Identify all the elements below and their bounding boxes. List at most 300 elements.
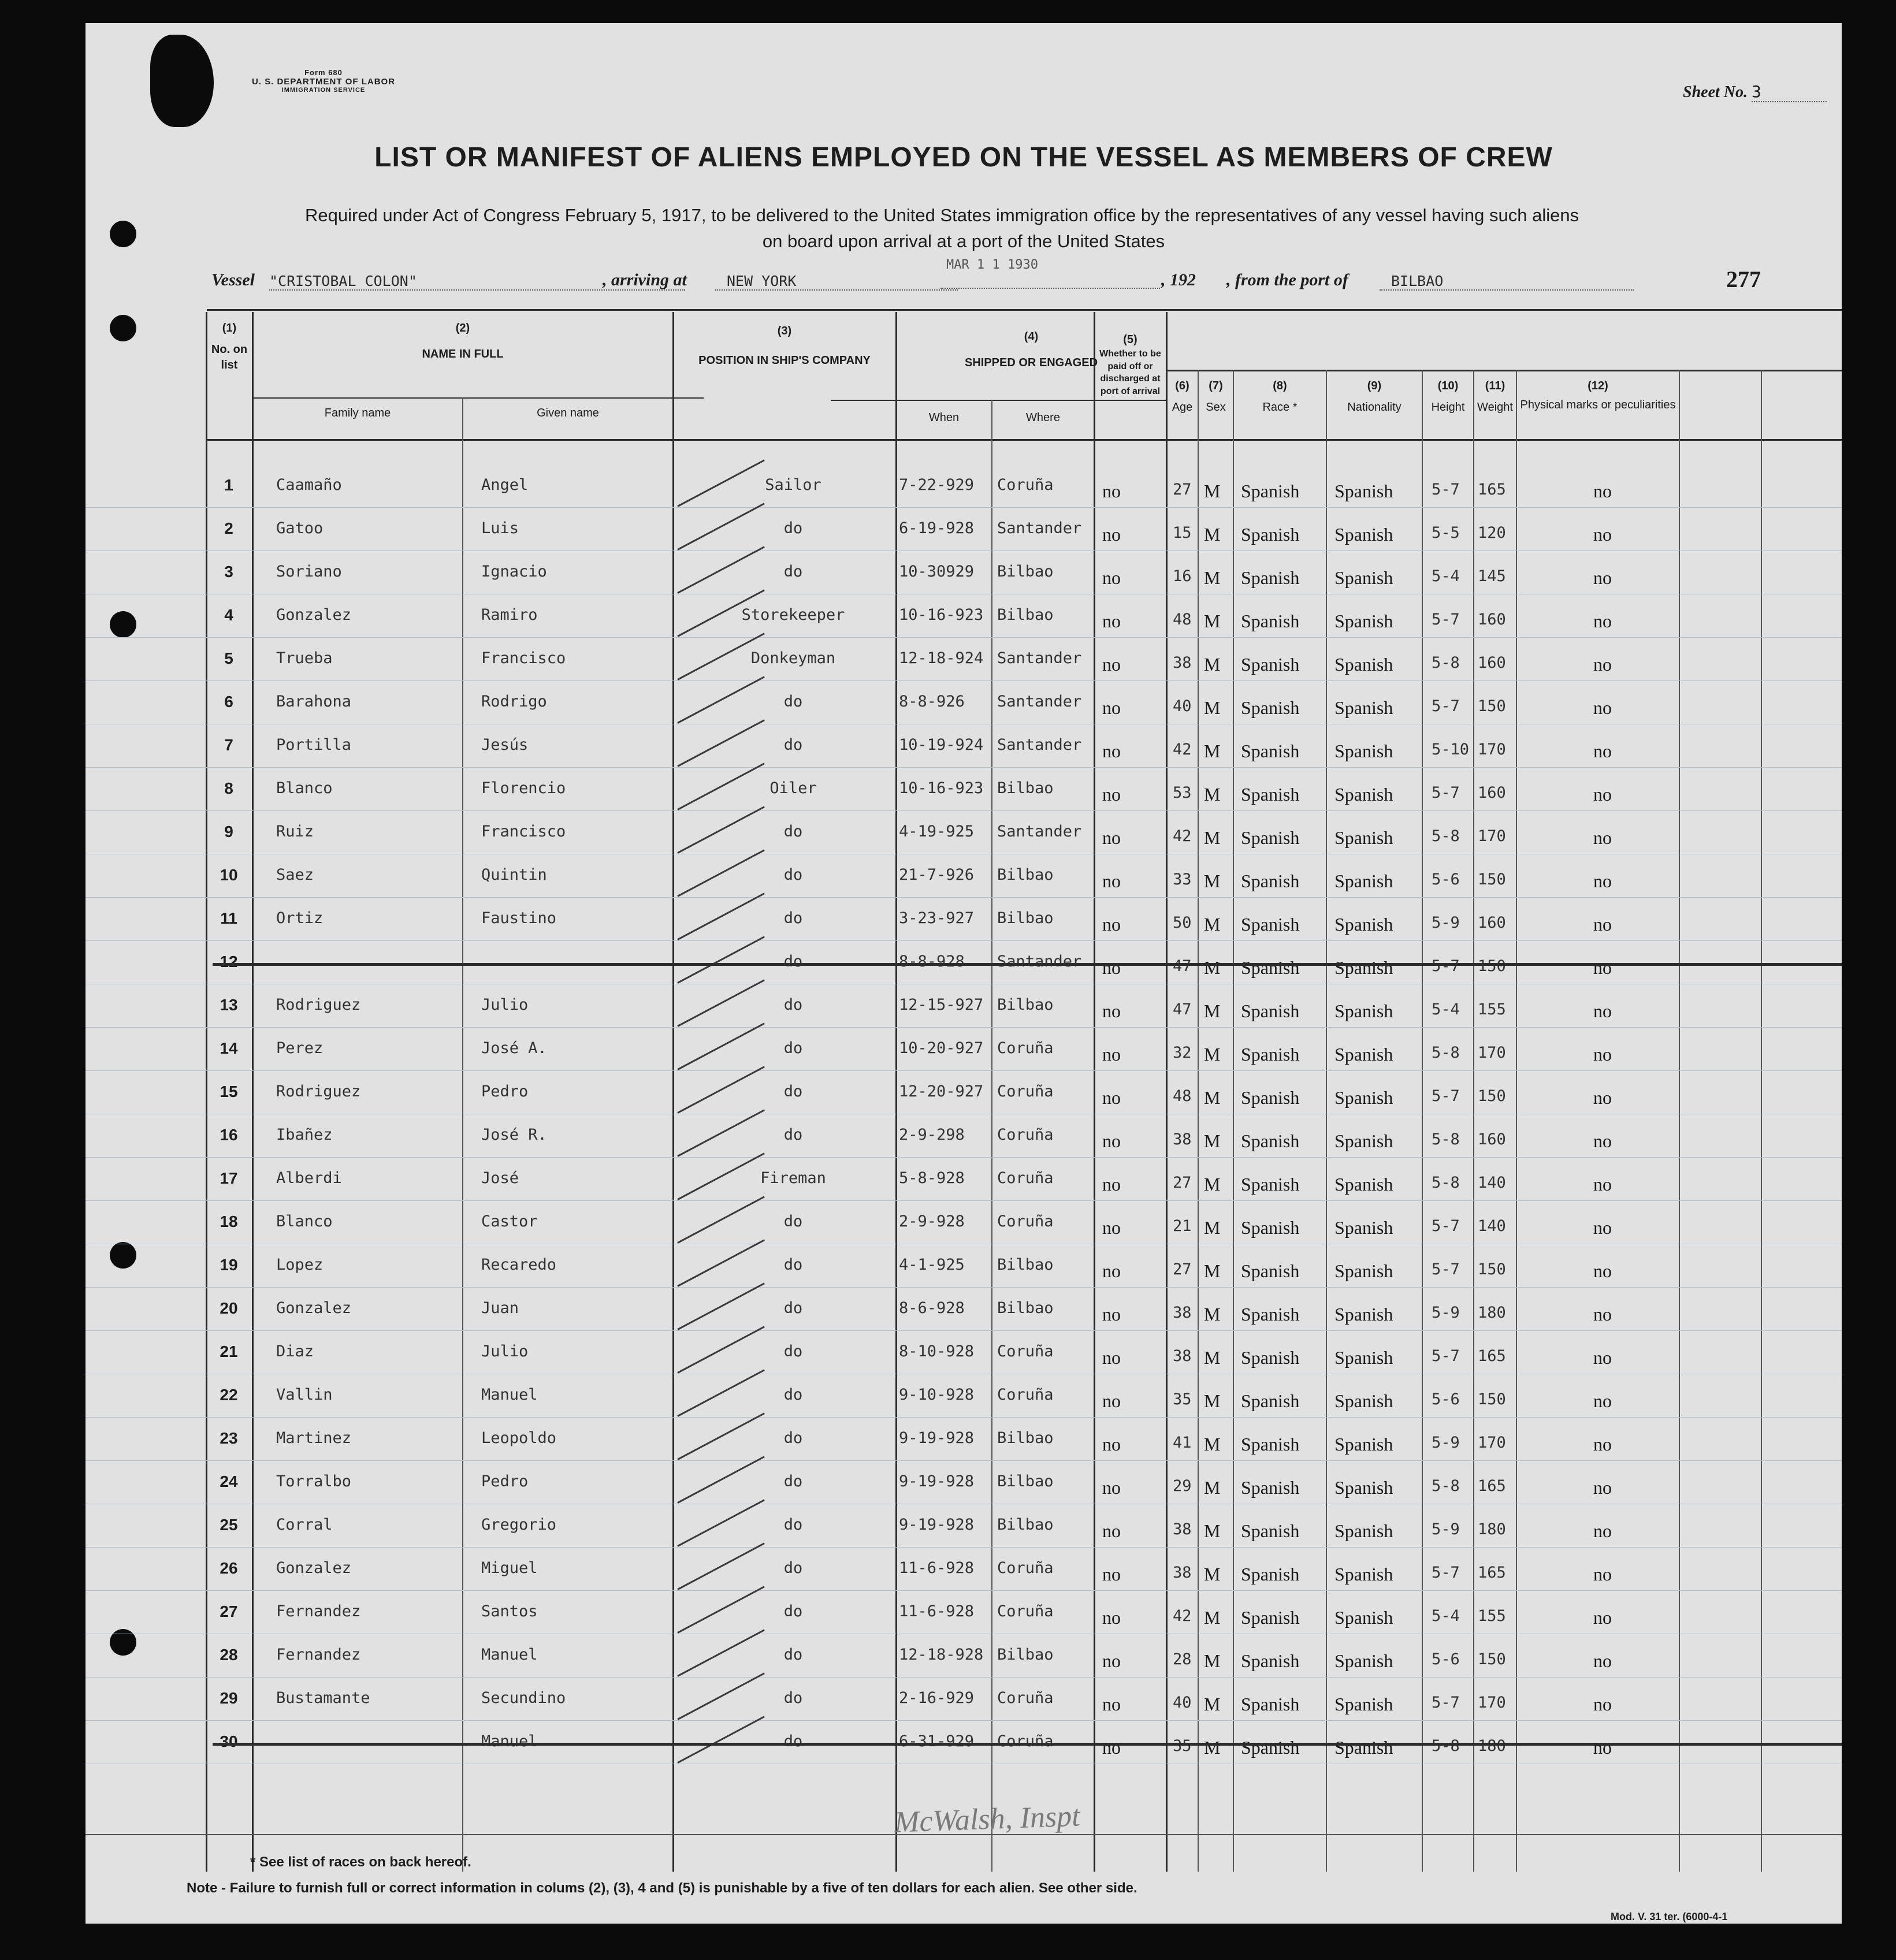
- cell-family: Ortiz: [276, 909, 324, 927]
- cell-marks: no: [1593, 914, 1612, 935]
- cell-family: Rodriguez: [276, 1083, 361, 1100]
- cell-height: 5-6: [1432, 1650, 1460, 1668]
- cell-given: Luis: [481, 519, 519, 537]
- cell-sex: M: [1204, 1044, 1221, 1065]
- cell-sex: M: [1204, 481, 1221, 501]
- row-rule: [85, 1417, 1842, 1418]
- cell-sex: M: [1204, 741, 1221, 761]
- cell-race: Spanish: [1241, 1737, 1300, 1758]
- cell-marks: no: [1593, 1477, 1612, 1498]
- punch-hole: [110, 1242, 136, 1269]
- cell-paid: no: [1102, 1260, 1121, 1281]
- cell-no: 4: [224, 606, 233, 624]
- cell-race: Spanish: [1241, 1174, 1300, 1195]
- cell-family: Blanco: [276, 779, 333, 797]
- cell-age: 27: [1173, 481, 1192, 499]
- cell-when: 9-19-928: [899, 1516, 975, 1534]
- cell-paid: no: [1102, 1347, 1121, 1368]
- cell-position: do: [783, 519, 803, 537]
- cell-race: Spanish: [1241, 654, 1300, 675]
- cell-weight: 165: [1478, 1564, 1506, 1582]
- cell-weight: 180: [1478, 1737, 1506, 1755]
- cell-position: do: [783, 1472, 803, 1490]
- cell-paid: no: [1102, 611, 1121, 631]
- cell-position: do: [783, 1386, 803, 1404]
- cell-position: Donkeyman: [750, 649, 836, 667]
- cell-weight: 160: [1478, 611, 1506, 628]
- row-rule: [85, 507, 1842, 508]
- cell-nationality: Spanish: [1334, 567, 1393, 588]
- header-when: When: [928, 411, 960, 424]
- cell-where: Santander: [997, 649, 1082, 667]
- table-top-border: [207, 309, 1842, 311]
- cell-given: Manuel: [481, 1646, 538, 1664]
- cell-weight: 140: [1478, 1174, 1506, 1192]
- cell-where: Santander: [997, 736, 1082, 754]
- cell-when: 12-20-927: [899, 1083, 984, 1100]
- cell-weight: 150: [1478, 1650, 1506, 1668]
- cell-given: Leopoldo: [481, 1429, 557, 1447]
- cell-nationality: Spanish: [1334, 1260, 1393, 1281]
- cell-family: Perez: [276, 1039, 324, 1057]
- cell-no: 20: [220, 1299, 238, 1317]
- col-rule: [1422, 370, 1423, 1872]
- sheet-value: 3: [1752, 82, 1827, 102]
- cell-nationality: Spanish: [1334, 1217, 1393, 1238]
- department-name: U. S. DEPARTMENT OF LABOR: [251, 77, 396, 87]
- cell-age: 35: [1173, 1737, 1192, 1755]
- cell-paid: no: [1102, 1694, 1121, 1714]
- cell-sex: M: [1204, 1260, 1221, 1281]
- cell-marks: no: [1593, 1044, 1612, 1065]
- cell-race: Spanish: [1241, 1304, 1300, 1325]
- col-rule: [1473, 370, 1474, 1872]
- cell-no: 11: [220, 909, 237, 927]
- cell-paid: no: [1102, 1737, 1121, 1758]
- cell-age: 40: [1173, 1694, 1192, 1712]
- header-given-name: Given name: [537, 407, 599, 419]
- cell-where: Coruña: [997, 1213, 1054, 1230]
- cell-paid: no: [1102, 741, 1121, 761]
- document-title: LIST OR MANIFEST OF ALIENS EMPLOYED ON THE VESSEL AS MEMBERS OF CREW: [374, 142, 1553, 173]
- cell-height: 5-7: [1432, 784, 1460, 802]
- cell-given: José: [481, 1169, 519, 1187]
- row-rule: [85, 1677, 1842, 1678]
- header-col-1-number: (1): [222, 322, 237, 334]
- cell-height: 5-9: [1432, 914, 1460, 932]
- cell-paid: no: [1102, 784, 1121, 805]
- cell-marks: no: [1593, 1347, 1612, 1368]
- cell-paid: no: [1102, 1174, 1121, 1195]
- header-col-10: [1423, 378, 1473, 415]
- cell-no: 5: [224, 649, 233, 667]
- cell-race: Spanish: [1241, 1001, 1300, 1021]
- cell-nationality: Spanish: [1334, 1304, 1393, 1325]
- torn-corner: [150, 35, 214, 127]
- cell-marks: no: [1593, 1130, 1612, 1151]
- header-col-3-number: (3): [777, 325, 792, 337]
- cell-no: 10: [220, 866, 238, 884]
- cell-nationality: Spanish: [1334, 1434, 1393, 1455]
- cell-sex: M: [1204, 1001, 1221, 1021]
- cell-weight: 120: [1478, 524, 1506, 542]
- header-col-11: [1474, 378, 1516, 415]
- cell-where: Coruña: [997, 1083, 1054, 1100]
- cell-sex: M: [1204, 654, 1221, 675]
- cell-sex: M: [1204, 1390, 1221, 1411]
- cell-position: do: [783, 823, 803, 840]
- cell-sex: M: [1204, 524, 1221, 545]
- sheet-label: Sheet No.: [1683, 83, 1748, 101]
- cell-marks: no: [1593, 1564, 1612, 1585]
- cell-height: 5-7: [1432, 1087, 1460, 1105]
- cell-paid: no: [1102, 871, 1121, 891]
- cell-sex: M: [1204, 1737, 1221, 1758]
- cell-race: Spanish: [1241, 957, 1300, 978]
- cell-race: Spanish: [1241, 1650, 1300, 1671]
- cell-position: do: [783, 1256, 803, 1274]
- cell-no: 26: [220, 1559, 238, 1577]
- row-rule: [85, 1200, 1842, 1201]
- cell-height: 5-4: [1432, 1001, 1460, 1018]
- cell-marks: no: [1593, 1217, 1612, 1238]
- legal-note: Note - Failure to furnish full or correct information in colums (2), (3), 4 and (5) is punishable by a five of ten dollars for each alien. See other side.: [187, 1880, 1137, 1896]
- cell-position: do: [783, 1213, 803, 1230]
- cell-family: Saez: [276, 866, 314, 884]
- cell-nationality: Spanish: [1334, 741, 1393, 761]
- cell-age: 50: [1173, 914, 1192, 932]
- cell-position: do: [783, 693, 803, 711]
- cell-race: Spanish: [1241, 1347, 1300, 1368]
- cell-family: Bustamante: [276, 1689, 370, 1707]
- cell-height: 5-5: [1432, 524, 1460, 542]
- cell-position: do: [783, 1559, 803, 1577]
- cell-no: 3: [224, 563, 233, 581]
- cell-given: Angel: [481, 476, 529, 494]
- cell-marks: no: [1593, 1174, 1612, 1195]
- cell-marks: no: [1593, 654, 1612, 675]
- cell-nationality: Spanish: [1334, 1390, 1393, 1411]
- strike-through-line: [213, 963, 1842, 966]
- cell-age: 42: [1173, 741, 1192, 758]
- cell-sex: M: [1204, 1087, 1221, 1108]
- cell-family: Soriano: [276, 563, 342, 581]
- cell-age: 27: [1173, 1260, 1192, 1278]
- cell-nationality: Spanish: [1334, 1087, 1393, 1108]
- cell-when: 8-10-928: [899, 1342, 975, 1360]
- cell-weight: 165: [1478, 1347, 1506, 1365]
- row-rule: [85, 1330, 1842, 1331]
- cell-position: do: [783, 1689, 803, 1707]
- cell-nationality: Spanish: [1334, 1347, 1393, 1368]
- cell-paid: no: [1102, 1130, 1121, 1151]
- cell-sex: M: [1204, 914, 1221, 935]
- cell-sex: M: [1204, 827, 1221, 848]
- cell-marks: no: [1593, 827, 1612, 848]
- cell-when: 8-8-928: [899, 953, 965, 970]
- header-col-10-number: (10): [1437, 380, 1459, 392]
- cell-weight: 155: [1478, 1607, 1506, 1625]
- cell-nationality: Spanish: [1334, 1174, 1393, 1195]
- cell-weight: 170: [1478, 741, 1506, 758]
- cell-where: Santander: [997, 823, 1082, 840]
- row-rule: [85, 1590, 1842, 1591]
- cell-no: 14: [220, 1039, 238, 1057]
- header-col-2: [253, 321, 672, 362]
- cell-age: 16: [1173, 567, 1192, 585]
- header-col-5: [1095, 332, 1166, 397]
- cell-given: Ignacio: [481, 563, 547, 581]
- cell-weight: 160: [1478, 914, 1506, 932]
- cell-race: Spanish: [1241, 741, 1300, 761]
- header-col-4-number: (4): [1024, 330, 1039, 343]
- cell-nationality: Spanish: [1334, 1520, 1393, 1541]
- cell-nationality: Spanish: [1334, 827, 1393, 848]
- col-rule: [1326, 370, 1327, 1872]
- cell-nationality: Spanish: [1334, 654, 1393, 675]
- cell-paid: no: [1102, 1434, 1121, 1455]
- cell-position: do: [783, 1299, 803, 1317]
- cell-race: Spanish: [1241, 1217, 1300, 1238]
- col-rule: [1679, 370, 1680, 1872]
- cell-paid: no: [1102, 1001, 1121, 1021]
- cell-nationality: Spanish: [1334, 1001, 1393, 1021]
- cell-sex: M: [1204, 1347, 1221, 1368]
- cell-paid: no: [1102, 567, 1121, 588]
- cell-height: 5-4: [1432, 1607, 1460, 1625]
- cell-position: do: [783, 1039, 803, 1057]
- cell-age: 42: [1173, 1607, 1192, 1625]
- cell-position: do: [783, 563, 803, 581]
- header-col-8: [1234, 378, 1326, 415]
- cell-paid: no: [1102, 957, 1121, 978]
- cell-position: Sailor: [765, 476, 821, 494]
- cell-height: 5-10: [1432, 741, 1470, 758]
- header-col-2-label: NAME IN FULL: [422, 348, 504, 360]
- arriving-label: , arriving at: [603, 270, 687, 289]
- cell-when: 2-16-929: [899, 1689, 975, 1707]
- cell-age: 33: [1173, 871, 1192, 888]
- cell-given: Juan: [481, 1299, 519, 1317]
- cell-paid: no: [1102, 1217, 1121, 1238]
- cell-height: 5-8: [1432, 1174, 1460, 1192]
- cell-paid: no: [1102, 1304, 1121, 1325]
- cell-given: Faustino: [481, 909, 557, 927]
- cell-family: Torralbo: [276, 1472, 352, 1490]
- cell-when: 5-8-928: [899, 1169, 965, 1187]
- cell-marks: no: [1593, 741, 1612, 761]
- cell-sex: M: [1204, 1694, 1221, 1714]
- cell-height: 5-7: [1432, 1694, 1460, 1712]
- cell-nationality: Spanish: [1334, 1694, 1393, 1714]
- cell-no: 30: [220, 1732, 238, 1750]
- cell-age: 32: [1173, 1044, 1192, 1062]
- cell-weight: 170: [1478, 1694, 1506, 1712]
- cell-when: 8-8-926: [899, 693, 965, 711]
- arriving-port: NEW YORK: [715, 273, 958, 291]
- punch-hole: [110, 611, 136, 638]
- cell-when: 12-18-928: [899, 1646, 984, 1664]
- row-rule: [85, 1157, 1842, 1158]
- header-line: [1166, 370, 1842, 371]
- header-col-7: [1199, 378, 1233, 415]
- cell-when: 10-20-927: [899, 1039, 984, 1057]
- cell-where: Bilbao: [997, 1299, 1054, 1317]
- cell-race: Spanish: [1241, 1520, 1300, 1541]
- cell-position: do: [783, 866, 803, 884]
- cell-family: Rodriguez: [276, 996, 361, 1014]
- cell-weight: 140: [1478, 1217, 1506, 1235]
- cell-given: Francisco: [481, 649, 566, 667]
- row-rule: [85, 810, 1842, 811]
- header-col-1: [208, 321, 251, 373]
- col-rule: [672, 312, 674, 1872]
- cell-weight: 150: [1478, 1390, 1506, 1408]
- header-where: Where: [1026, 411, 1060, 424]
- row-rule: [85, 1547, 1842, 1548]
- cell-marks: no: [1593, 871, 1612, 891]
- cell-race: Spanish: [1241, 1390, 1300, 1411]
- cell-height: 5-7: [1432, 957, 1460, 975]
- cell-family: Vallin: [276, 1386, 333, 1404]
- header-col-12-number: (12): [1588, 380, 1608, 392]
- cell-position: do: [783, 1126, 803, 1144]
- cell-sex: M: [1204, 871, 1221, 891]
- header-col-10-label: Height: [1431, 401, 1465, 414]
- cell-no: 7: [224, 736, 233, 754]
- cell-race: Spanish: [1241, 611, 1300, 631]
- cell-position: do: [783, 1516, 803, 1534]
- cell-sex: M: [1204, 1650, 1221, 1671]
- cell-height: 5-8: [1432, 1737, 1460, 1755]
- cell-race: Spanish: [1241, 871, 1300, 891]
- header-col-2-number: (2): [455, 322, 470, 334]
- cell-weight: 145: [1478, 567, 1506, 585]
- cell-when: 11-6-928: [899, 1559, 975, 1577]
- cell-marks: no: [1593, 1087, 1612, 1108]
- cell-weight: 165: [1478, 481, 1506, 499]
- cell-where: Coruña: [997, 1602, 1054, 1620]
- cell-position: do: [783, 953, 803, 970]
- cell-race: Spanish: [1241, 784, 1300, 805]
- cell-when: 10-16-923: [899, 606, 984, 624]
- vessel-name: "CRISTOBAL COLON": [269, 273, 685, 291]
- cell-no: 22: [220, 1386, 238, 1404]
- cell-marks: no: [1593, 784, 1612, 805]
- cell-nationality: Spanish: [1334, 957, 1393, 978]
- inspector-signature: McWalsh, Inspt: [894, 1799, 1081, 1839]
- cell-sex: M: [1204, 784, 1221, 805]
- cell-height: 5-6: [1432, 871, 1460, 888]
- cell-no: 6: [224, 693, 233, 711]
- cell-age: 47: [1173, 957, 1192, 975]
- cell-when: 12-15-927: [899, 996, 984, 1014]
- cell-sex: M: [1204, 1607, 1221, 1628]
- cell-nationality: Spanish: [1334, 871, 1393, 891]
- col-rule: [252, 312, 254, 1872]
- cell-height: 5-7: [1432, 1347, 1460, 1365]
- cell-marks: no: [1593, 1434, 1612, 1455]
- cell-family: Corral: [276, 1516, 333, 1534]
- sheet-number: [1683, 82, 1827, 102]
- header-col-12: [1517, 378, 1679, 412]
- cell-weight: 160: [1478, 784, 1506, 802]
- from-label: , from the port of: [1226, 270, 1348, 289]
- col-rule: [1166, 312, 1168, 1872]
- cell-when: 3-23-927: [899, 909, 975, 927]
- cell-marks: no: [1593, 481, 1612, 501]
- date-field: [940, 276, 1160, 289]
- cell-height: 5-8: [1432, 827, 1460, 845]
- header-col-6-number: (6): [1175, 380, 1189, 392]
- cell-height: 5-9: [1432, 1304, 1460, 1322]
- cell-given: Santos: [481, 1602, 538, 1620]
- cell-when: 10-30929: [899, 563, 975, 581]
- cell-where: Bilbao: [997, 1516, 1054, 1534]
- cell-weight: 170: [1478, 1044, 1506, 1062]
- cell-when: 6-31-929: [899, 1732, 975, 1750]
- cell-nationality: Spanish: [1334, 611, 1393, 631]
- cell-sex: M: [1204, 1564, 1221, 1585]
- cell-where: Bilbao: [997, 1472, 1054, 1490]
- cell-given: Castor: [481, 1213, 538, 1230]
- cell-where: Bilbao: [997, 606, 1054, 624]
- cell-family: Blanco: [276, 1213, 333, 1230]
- cell-nationality: Spanish: [1334, 1477, 1393, 1498]
- cell-no: 9: [224, 823, 233, 840]
- cell-marks: no: [1593, 1001, 1612, 1021]
- cell-age: 38: [1173, 1564, 1192, 1582]
- subtitle-line-1: Required under Act of Congress February 5, 1917, to be delivered to the United States immigration office by the representatives of any vessel having such aliens: [305, 205, 1579, 225]
- header-col-9-label: Nationality: [1347, 401, 1401, 414]
- cell-race: Spanish: [1241, 567, 1300, 588]
- cell-nationality: Spanish: [1334, 481, 1393, 501]
- cell-weight: 180: [1478, 1520, 1506, 1538]
- header-col-11-label: Weight: [1477, 401, 1513, 414]
- cell-race: Spanish: [1241, 1130, 1300, 1151]
- cell-family: Trueba: [276, 649, 333, 667]
- cell-position: do: [783, 1732, 803, 1750]
- cell-marks: no: [1593, 697, 1612, 718]
- header-col-3: [674, 323, 895, 369]
- cell-when: 7-22-929: [899, 476, 975, 494]
- cell-weight: 150: [1478, 697, 1506, 715]
- cell-given: José R.: [481, 1126, 547, 1144]
- cell-race: Spanish: [1241, 1434, 1300, 1455]
- cell-marks: no: [1593, 1304, 1612, 1325]
- cell-age: 28: [1173, 1650, 1192, 1668]
- cell-marks: no: [1593, 524, 1612, 545]
- cell-where: Coruña: [997, 1559, 1054, 1577]
- cell-marks: no: [1593, 611, 1612, 631]
- col-rule: [206, 312, 207, 1872]
- cell-weight: 165: [1478, 1477, 1506, 1495]
- cell-no: 1: [224, 476, 233, 494]
- cell-family: Gonzalez: [276, 606, 352, 624]
- cell-height: 5-7: [1432, 1564, 1460, 1582]
- races-note: * See list of races on back hereof.: [250, 1854, 471, 1870]
- cell-given: Rodrigo: [481, 693, 547, 711]
- cell-height: 5-9: [1432, 1434, 1460, 1452]
- cell-weight: 150: [1478, 1260, 1506, 1278]
- cell-when: 4-19-925: [899, 823, 975, 840]
- row-rule: [85, 1720, 1842, 1721]
- cell-family: Caamaño: [276, 476, 342, 494]
- cell-height: 5-7: [1432, 481, 1460, 499]
- cell-given: Pedro: [481, 1083, 529, 1100]
- row-rule: [85, 897, 1842, 898]
- name-subheader-line: [253, 397, 704, 399]
